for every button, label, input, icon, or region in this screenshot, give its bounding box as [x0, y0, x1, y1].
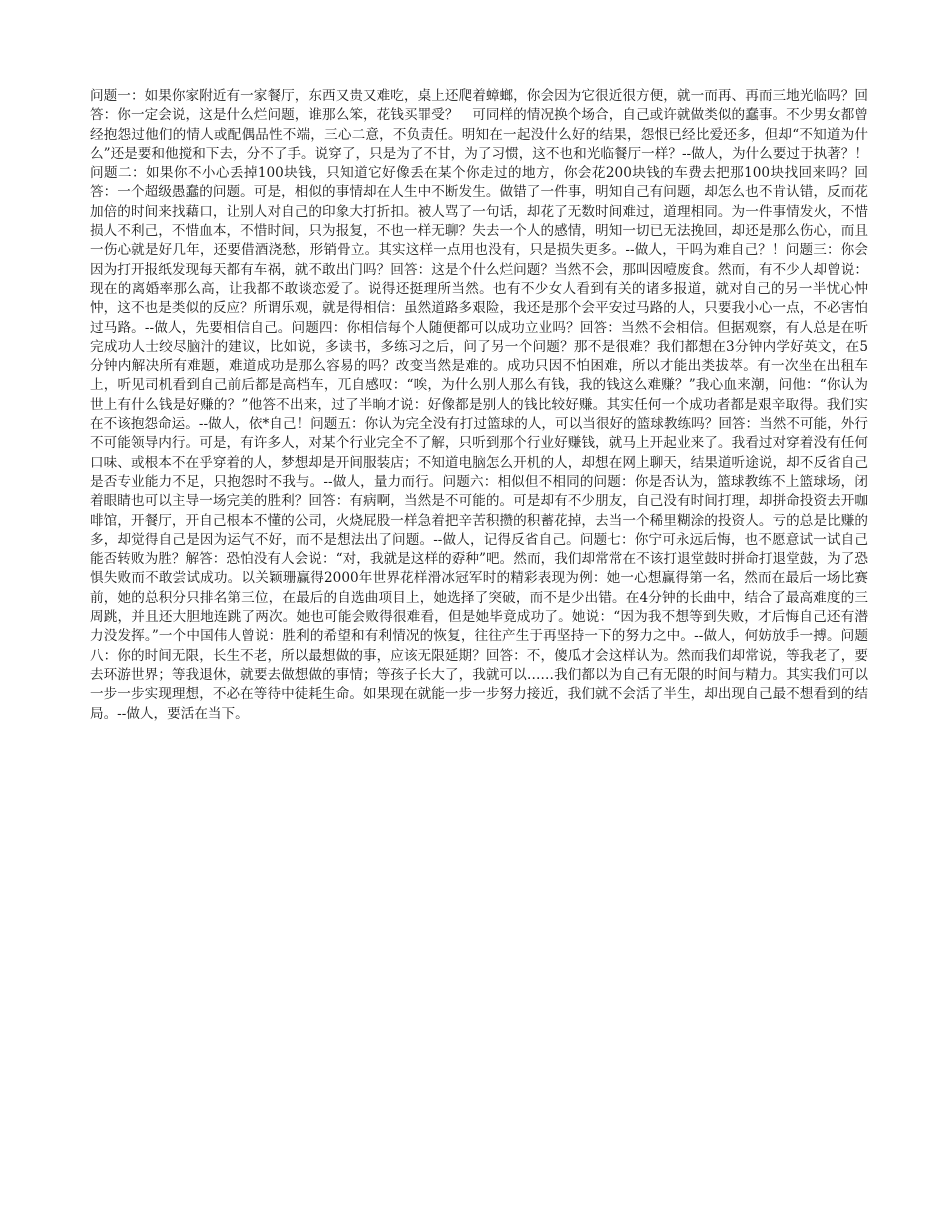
article-body: 问题一：如果你家附近有一家餐厅，东西又贵又难吃，桌上还爬着蟑螂，你会因为它很近很方便，就一而再、再而三地光临吗？回答：你一定会说，这是什么烂问题，谁那么笨，花钱买罪受？ 可同样的情况换个场合，自己或许就做类似的蠢事。不少男女都曾经抱怨过他们的情人或配偶品性不端，三心二意，不负责任。明知在一起没什么好的结果，怨恨已经比爱还多，但却“不知道为什么”还是要和他搅和下去，分不了手。说穿了，只是为了不甘，为了习惯，这不也和光临餐厅一样？--做人，为什么要过于执著？！问题二：如果你不小心丢掉100块钱，只知道它好像丢在某个你走过的地方，你会花200块钱的车费去把那100块找回来吗？回答：一个超级愚蠢的问题。可是，相似的事情却在人生中不断发生。做错了一件事，明知自己有问题，却怎么也不肯认错，反而花加倍的时间来找藉口，让别人对自己的印象大打折扣。被人骂了一句话，却花了无数时间难过，道理相同。为一件事情发火，不惜损人不利己，不惜血本，不惜时间，只为报复，不也一样无聊？失去一个人的感情，明知一切已无法挽回，却还是那么伤心，而且一伤心就是好几年，还要借酒浇愁，形销骨立。其实这样一点用也没有，只是损失更多。--做人，干吗为难自己？！问题三：你会因为打开报纸发现每天都有车祸，就不敢出门吗？回答：这是个什么烂问题？当然不会，那叫因噎废食。然而，有不少人却曾说：现在的离婚率那么高，让我都不敢谈恋爱了。说得还挺理所当然。也有不少女人看到有关的诸多报道，就对自己的另一半忧心忡忡，这不也是类似的反应？所谓乐观，就是得相信：虽然道路多艰险，我还是那个会平安过马路的人，只要我小心一点，不必害怕过马路。--做人，先要相信自己。问题四：你相信每个人随便都可以成功立业吗？回答：当然不会相信。但据观察，有人总是在听完成功人士绞尽脑汁的建议，比如说，多读书，多练习之后，问了另一个问题？那不是很难？我们都想在3分钟内学好英文，在5分钟内解决所有难题，难道成功是那么容易的吗？改变当然是难的。成功只因不怕困难，所以才能出类拔萃。有一次坐在出租车上，听见司机看到自己前后都是高档车，兀自感叹：“唉，为什么别人那么有钱，我的钱这么难赚？”我心血来潮，问他：“你认为世上有什么钱是好赚的？”他答不出来，过了半晌才说：好像都是别人的钱比较好赚。其实任何一个成功者都是艰辛取得。我们实在不该抱怨命运。--做人，依*自己！问题五：你认为完全没有打过篮球的人，可以当很好的篮球教练吗？回答：当然不可能，外行不可能领导内行。可是，有许多人，对某个行业完全不了解，只听到那个行业好赚钱，就马上开起业来了。我看过对穿着没有任何口味、或根本不在乎穿着的人，梦想却是开间服装店；不知道电脑怎么开机的人，却想在网上聊天，结果道听途说，却不反省自己是否专业能力不足，只抱怨时不我与。--做人，量力而行。问题六：相似但不相同的问题：你是否认为，篮球教练不上篮球场，闭着眼睛也可以主导一场完美的胜利？回答：有病啊，当然是不可能的。可是却有不少朋友，自己没有时间打理，却拼命投资去开咖啡馆，开餐厅，开自己根本不懂的公司，火烧屁股一样急着把辛苦积攒的积蓄花掉，去当一个稀里糊涂的投资人。亏的总是比赚的多，却觉得自己是因为运气不好，而不是想法出了问题。--做人，记得反省自己。问题七：你宁可永远后悔，也不愿意试一试自己能否转败为胜？解答：恐怕没有人会说：“对，我就是这样的孬种”吧。然而，我们却常常在不该打退堂鼓时拼命打退堂鼓，为了恐惧失败而不敢尝试成功。以关颖珊赢得2000年世界花样滑冰冠军时的精彩表现为例：她一心想赢得第一名，然而在最后一场比赛前，她的总积分只排名第三位，在最后的自选曲项目上，她选择了突破，而不是少出错。在4分钟的长曲中，结合了最高难度的三周跳，并且还大胆地连跳了两次。她也可能会败得很难看，但是她毕竟成功了。她说：“因为我不想等到失败，才后悔自己还有潜力没发挥。”一个中国伟人曾说：胜利的希望和有利情况的恢复，往往产生于再坚持一下的努力之中。--做人，何妨放手一搏。问题八：你的时间无限，长生不老，所以最想做的事，应该无限延期？回答：不，傻瓜才会这样认为。然而我们却常说，等我老了，要去环游世界；等我退休，就要去做想做的事情；等孩子长大了，我就可以……我们都以为自己有无限的时间与精力。其实我们可以一步一步实现理想，不必在等待中徒耗生命。如果现在就能一步一步努力接近，我们就不会活了半生，却出现自己最不想看到的结局。--做人，要活在当下。 — [90, 88, 868, 722]
